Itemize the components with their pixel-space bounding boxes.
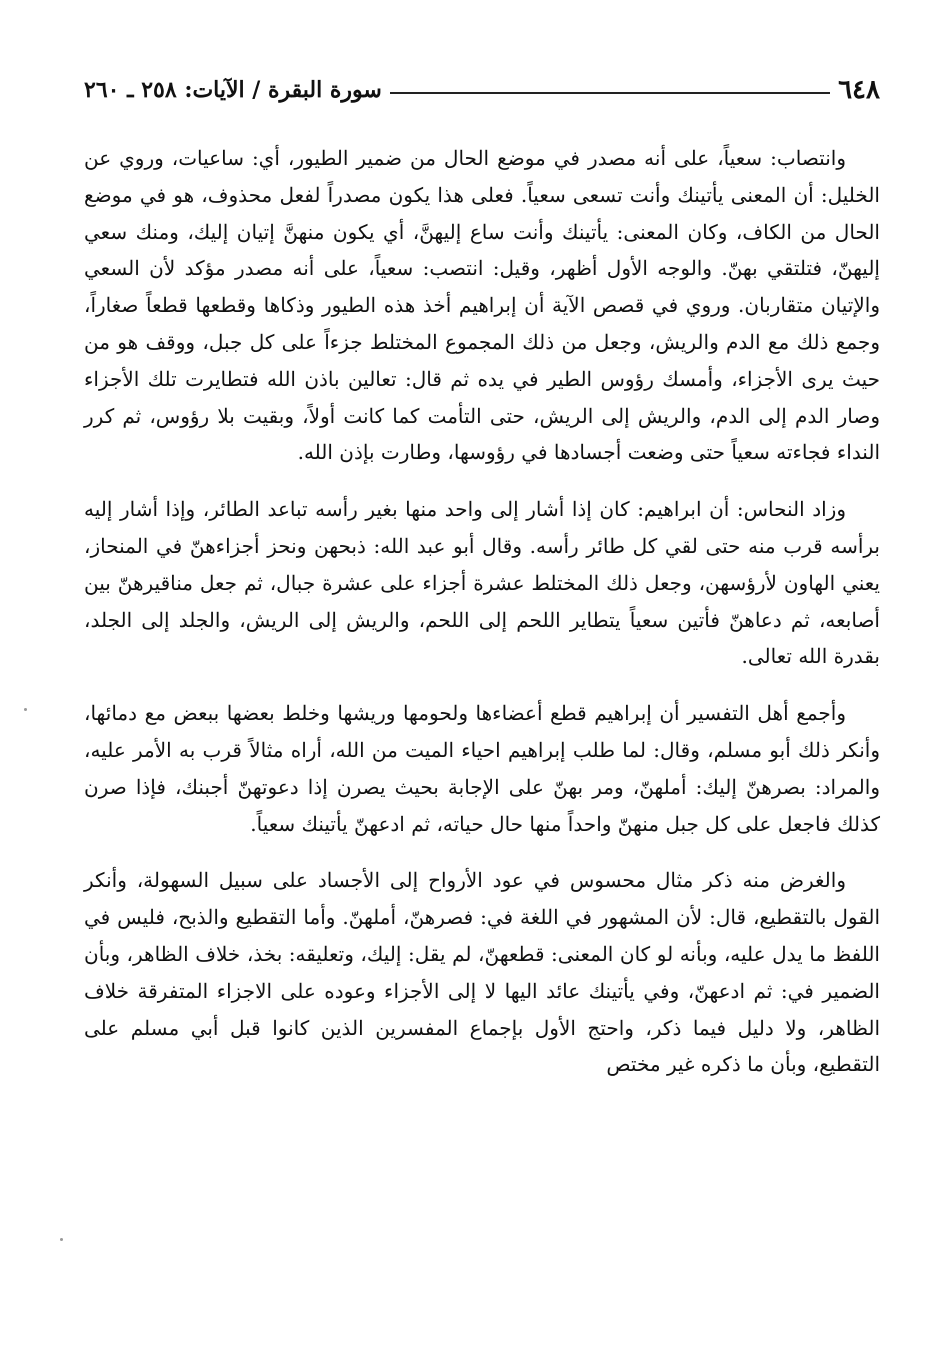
paragraph-2: وزاد النحاس: أن ابراهيم: كان إذا أشار إلى واحد منها بغير رأسه تباعد الطائر، وإذا أشار إليه برأسه قرب منه حتى لقي كل طائر رأسه. وقال أبو عبد الله: ذبحهن ونحز أجزاءهنّ في المنحاز، يعني الهاون لأرؤسهن، وجعل ذلك المختلط عشرة أجزاء على عشرة جبال، ثم جعل مناقيرهنّ بين أصابعه، ثم دعاهنّ فأتين سعياً يتطاير اللحم إلى اللحم، والريش إلى الريش، والجلد إلى الجلد، بقدرة الله تعالى. xyxy=(84,497,880,669)
page-header xyxy=(84,70,880,110)
scan-speck xyxy=(60,1238,63,1241)
running-title: سورة البقرة / الآيات: ٢٥٨ ـ ٢٦٠ xyxy=(84,77,382,103)
page-number: ٦٤٨ xyxy=(838,75,880,105)
paragraph-3: وأجمع أهل التفسير أن إبراهيم قطع أعضاءها ولحومها وريشها وخلط بعضها ببعض مع دمائها، وأنكر ذلك أبو مسلم، وقال: لما طلب إبراهيم احياء الميت من الله، أراه مثالاً قرب به الأمر عليه، والمراد: بصرهنّ إليك: أملهنّ، ومر بهنّ على الإجابة بحيث يصرن إذا دعوتهنّ أجبنك، فإذا صرن كذلك فاجعل على كل جبل منهنّ واحداً منها حال حياته، ثم ادعهنّ يأتينك سعياً. xyxy=(84,701,880,836)
body-text xyxy=(84,140,880,1103)
paragraph-1: وانتصاب: سعياً، على أنه مصدر في موضع الحال من ضمير الطيور، أي: ساعيات، وروي عن الخليل: أن المعنى يأتينك وأنت تسعى سعياً. فعلى هذا يكون مصدراً لفعل محذوف، هو في موضع الحال من الكاف، وكان المعنى: يأتينك وأنت ساع إليهنَّ، أي يكون منهنَّ إتيان إليك، ومنك سعي إليهنّ، فتلتقي بهنّ. والوجه الأول أظهر، وقيل: انتصب: سعياً، على أنه مصدر مؤكد لأن السعي والإتيان متقاربان. وروي في قصص الآية أن إبراهيم أخذ هذه الطيور وذكاها وقطعها قطعاً صغاراً، وجمع ذلك مع الدم والريش، وجعل من ذلك المجموع المختلط جزءاً على كل جبل، ووقف هو من حيث يرى الأجزاء، وأمسك رؤوس الطير في يده ثم قال: تعالين باذن الله فتطايرت تلك الأجزاء وصار الدم إلى الدم، والريش إلى الريش، حتى التأمت كما كانت أولاً، وبقيت بلا رؤوس، ثم كرر النداء فجاءته سعياً حتى وضعت أجسادها في رؤوسها، وطارت بإذن الله. xyxy=(84,146,880,465)
scan-speck xyxy=(24,708,27,711)
header-rule xyxy=(390,92,830,94)
paragraph-4: والغرض منه ذكر مثال محسوس في عود الأرواح إلى الأجساد على سبيل السهولة، وأنكر القول بالتقطيع، قال: لأن المشهور في اللغة في: فصرهنّ، أملهنّ. وأما التقطيع والذبح، فليس في اللفظ ما يدل عليه، وبأنه لو كان المعنى: قطعهنّ، لم يقل: إليك، وتعليقه: بخذ، خلاف الظاهر، وبأن الضمير في: ثم ادعهنّ، وفي يأتينك عائد اليها لا إلى الأجزاء وعوده على الاجزاء المتفرقة خلاف الظاهر، ولا دليل فيما ذكر، واحتج الأول بإجماع المفسرين الذين كانوا قبل أبي مسلم على التقطيع، وبأن ما ذكره غير مختص xyxy=(84,868,880,1077)
